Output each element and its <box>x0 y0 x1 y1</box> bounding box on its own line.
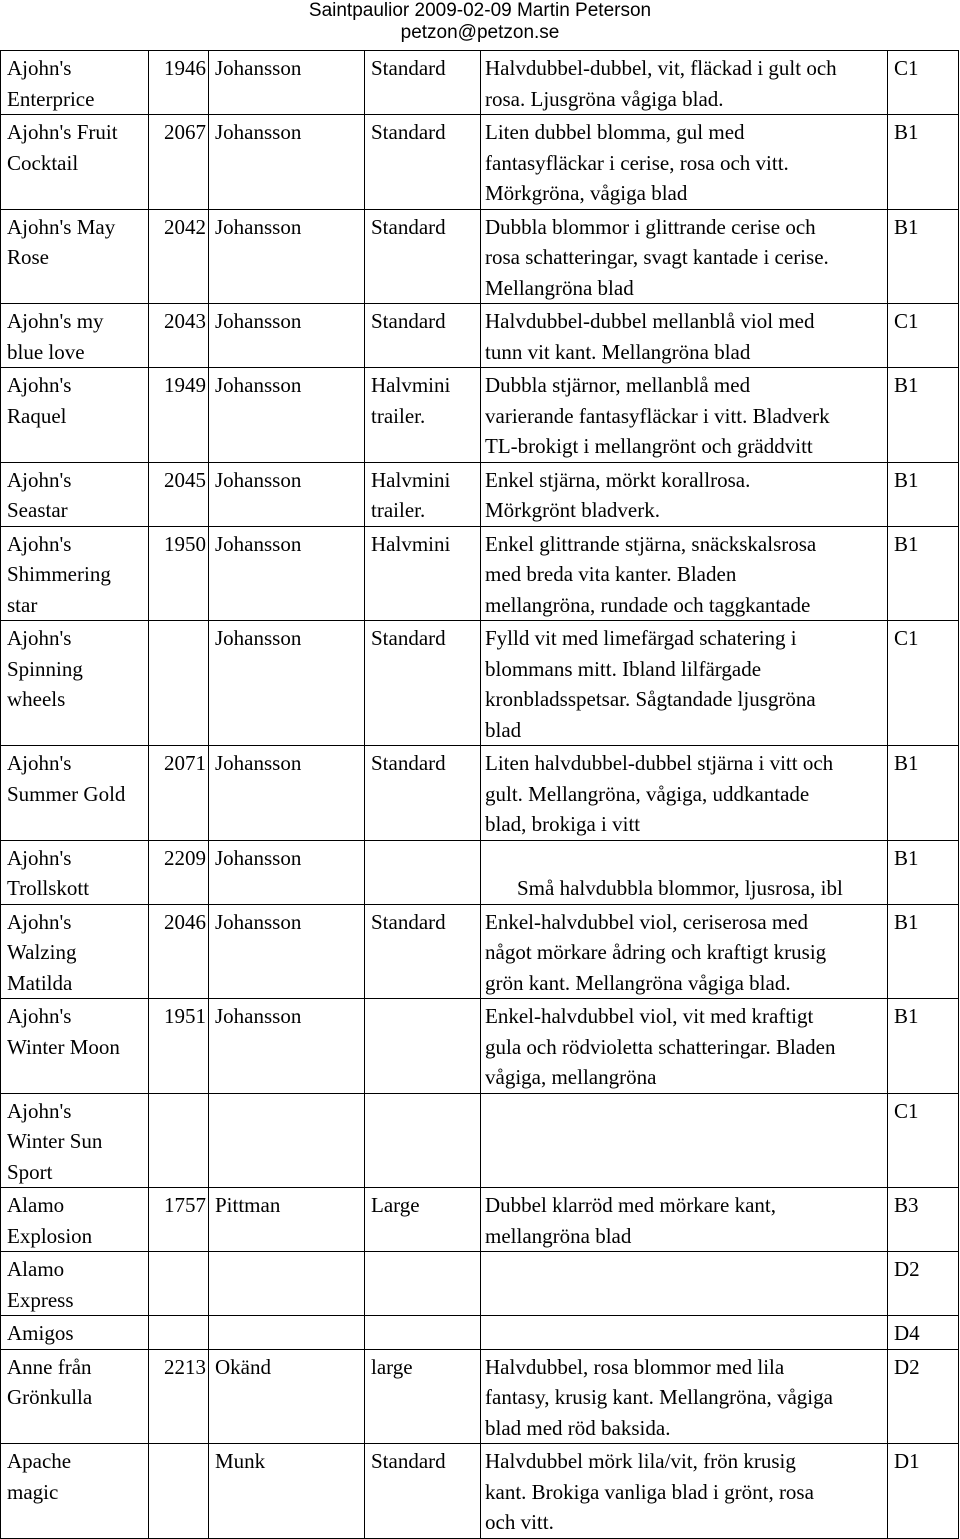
hybridizer-cell: Johansson <box>209 115 365 210</box>
table-row <box>1 304 959 368</box>
grade-cell: C1 <box>888 621 959 746</box>
hybridizer-cell <box>209 1093 365 1188</box>
grade-cell: D2 <box>888 1349 959 1444</box>
variety-name-cell: Ajohn's Winter Moon <box>1 999 149 1094</box>
variety-name-cell: Ajohn's May Rose <box>1 209 149 304</box>
grade-cell: C1 <box>888 304 959 368</box>
number-cell: 2042 <box>149 209 209 304</box>
hybridizer-cell: Johansson <box>209 51 365 115</box>
size-cell: Standard <box>365 1444 481 1539</box>
grade-cell: B1 <box>888 526 959 621</box>
number-cell: 2213 <box>149 1349 209 1444</box>
description-cell: Små halvdubbla blommor, ljusrosa, ibl <box>481 840 888 904</box>
table-row <box>1 368 959 463</box>
size-cell <box>365 1252 481 1316</box>
page-header <box>0 0 960 44</box>
hybridizer-cell: Johansson <box>209 209 365 304</box>
number-cell <box>149 1252 209 1316</box>
description-cell: Enkel-halvdubbel viol, vit med kraftigt gula och rödvioletta schatteringar. Bladen vågiga, mellangröna <box>481 999 888 1094</box>
description-cell: Liten dubbel blomma, gul med fantasyfläckar i cerise, rosa och vitt. Mörkgröna, vågiga blad <box>481 115 888 210</box>
grade-cell: B1 <box>888 209 959 304</box>
grade-cell: D2 <box>888 1252 959 1316</box>
saintpaulia-table <box>0 50 959 1539</box>
hybridizer-cell: Johansson <box>209 621 365 746</box>
number-cell <box>149 1444 209 1539</box>
size-cell: Large <box>365 1188 481 1252</box>
table-row <box>1 1316 959 1350</box>
grade-cell: D1 <box>888 1444 959 1539</box>
table-body <box>1 51 959 1539</box>
grade-cell: B1 <box>888 840 959 904</box>
grade-cell: D4 <box>888 1316 959 1350</box>
grade-cell: B1 <box>888 368 959 463</box>
grade-cell: B1 <box>888 746 959 841</box>
number-cell: 2071 <box>149 746 209 841</box>
number-cell: 1951 <box>149 999 209 1094</box>
table-row <box>1 746 959 841</box>
table-row <box>1 999 959 1094</box>
description-cell: Halvdubbel-dubbel mellanblå viol med tunn vit kant. Mellangröna blad <box>481 304 888 368</box>
size-cell: Halvmini <box>365 526 481 621</box>
variety-name-cell: Ajohn's Walzing Matilda <box>1 904 149 999</box>
grade-cell: B1 <box>888 999 959 1094</box>
hybridizer-cell: Johansson <box>209 304 365 368</box>
hybridizer-cell: Johansson <box>209 904 365 999</box>
table-row <box>1 1188 959 1252</box>
size-cell: Halvmini trailer. <box>365 462 481 526</box>
hybridizer-cell: Johansson <box>209 999 365 1094</box>
grade-cell: B1 <box>888 462 959 526</box>
size-cell: Standard <box>365 209 481 304</box>
hybridizer-cell: Johansson <box>209 526 365 621</box>
description-cell: Halvdubbel mörk lila/vit, frön krusig kant. Brokiga vanliga blad i grönt, rosa och vitt. <box>481 1444 888 1539</box>
size-cell: large <box>365 1349 481 1444</box>
number-cell: 1946 <box>149 51 209 115</box>
grade-cell: C1 <box>888 51 959 115</box>
header-title: Saintpaulior 2009-02-09 Martin Peterson <box>308 0 652 21</box>
header-email: petzon@petzon.se <box>400 22 560 43</box>
description-cell <box>481 1252 888 1316</box>
number-cell: 2046 <box>149 904 209 999</box>
hybridizer-cell: Pittman <box>209 1188 365 1252</box>
number-cell: 1757 <box>149 1188 209 1252</box>
variety-name-cell: Amigos <box>1 1316 149 1350</box>
description-cell: Fylld vit med limefärgad schatering i blommans mitt. Ibland lilfärgade kronbladsspetsar. Sågtandade ljusgröna blad <box>481 621 888 746</box>
variety-name-cell: Ajohn's Raquel <box>1 368 149 463</box>
table-row <box>1 1444 959 1539</box>
variety-name-cell: Ajohn's my blue love <box>1 304 149 368</box>
variety-name-cell: Ajohn's Spinning wheels <box>1 621 149 746</box>
table-row <box>1 621 959 746</box>
size-cell <box>365 840 481 904</box>
number-cell: 1950 <box>149 526 209 621</box>
number-cell <box>149 621 209 746</box>
hybridizer-cell: Johansson <box>209 368 365 463</box>
size-cell: Standard <box>365 904 481 999</box>
hybridizer-cell: Munk <box>209 1444 365 1539</box>
grade-cell: C1 <box>888 1093 959 1188</box>
number-cell <box>149 1093 209 1188</box>
grade-cell: B1 <box>888 115 959 210</box>
table-row <box>1 209 959 304</box>
size-cell <box>365 999 481 1094</box>
variety-name-cell: Ajohn's Shimmering star <box>1 526 149 621</box>
description-cell: Halvdubbel, rosa blommor med lila fantasy, krusig kant. Mellangröna, vågiga blad med röd baksida. <box>481 1349 888 1444</box>
variety-name-cell: Ajohn's Trollskott <box>1 840 149 904</box>
table-row <box>1 840 959 904</box>
hybridizer-cell: Johansson <box>209 462 365 526</box>
size-cell: Standard <box>365 51 481 115</box>
description-cell <box>481 1316 888 1350</box>
grade-cell: B3 <box>888 1188 959 1252</box>
variety-name-cell: Alamo Express <box>1 1252 149 1316</box>
number-cell: 2209 <box>149 840 209 904</box>
size-cell: Standard <box>365 621 481 746</box>
hybridizer-cell <box>209 1252 365 1316</box>
variety-name-cell: Anne från Grönkulla <box>1 1349 149 1444</box>
description-cell: Dubbla blommor i glittrande cerise och rosa schatteringar, svagt kantade i cerise. Mellangröna blad <box>481 209 888 304</box>
grade-cell: B1 <box>888 904 959 999</box>
variety-name-cell: Ajohn's Fruit Cocktail <box>1 115 149 210</box>
variety-name-cell: Ajohn's Winter Sun Sport <box>1 1093 149 1188</box>
description-cell: Enkel glittrande stjärna, snäckskalsrosa med breda vita kanter. Bladen mellangröna, rundade och taggkantade <box>481 526 888 621</box>
number-cell: 2067 <box>149 115 209 210</box>
table-row <box>1 51 959 115</box>
number-cell: 1949 <box>149 368 209 463</box>
description-cell: Enkel-halvdubbel viol, ceriserosa med något mörkare ådring och kraftigt krusig grön kant. Mellangröna vågiga blad. <box>481 904 888 999</box>
hybridizer-cell: Okänd <box>209 1349 365 1444</box>
number-cell <box>149 1316 209 1350</box>
variety-name-cell: Ajohn's Summer Gold <box>1 746 149 841</box>
variety-name-cell: Alamo Explosion <box>1 1188 149 1252</box>
size-cell: Standard <box>365 304 481 368</box>
table-row <box>1 115 959 210</box>
description-cell: Dubbla stjärnor, mellanblå med varierande fantasyfläckar i vitt. Bladverk TL-brokigt i mellangrönt och gräddvitt <box>481 368 888 463</box>
hybridizer-cell: Johansson <box>209 840 365 904</box>
variety-name-cell: Ajohn's Seastar <box>1 462 149 526</box>
table-row <box>1 1093 959 1188</box>
hybridizer-cell: Johansson <box>209 746 365 841</box>
description-cell: Enkel stjärna, mörkt korallrosa. Mörkgrönt bladverk. <box>481 462 888 526</box>
description-cell: Liten halvdubbel-dubbel stjärna i vitt och gult. Mellangröna, vågiga, uddkantade blad, brokiga i vitt <box>481 746 888 841</box>
description-cell: Halvdubbel-dubbel, vit, fläckad i gult och rosa. Ljusgröna vågiga blad. <box>481 51 888 115</box>
table-row <box>1 1349 959 1444</box>
description-cell <box>481 1093 888 1188</box>
table-row <box>1 526 959 621</box>
size-cell: Standard <box>365 746 481 841</box>
hybridizer-cell <box>209 1316 365 1350</box>
number-cell: 2043 <box>149 304 209 368</box>
size-cell: Standard <box>365 115 481 210</box>
size-cell <box>365 1316 481 1350</box>
variety-name-cell: Ajohn's Enterprice <box>1 51 149 115</box>
variety-name-cell: Apache magic <box>1 1444 149 1539</box>
table-row <box>1 1252 959 1316</box>
description-cell: Dubbel klarröd med mörkare kant, mellangröna blad <box>481 1188 888 1252</box>
table-row <box>1 904 959 999</box>
size-cell: Halvmini trailer. <box>365 368 481 463</box>
number-cell: 2045 <box>149 462 209 526</box>
table-row <box>1 462 959 526</box>
size-cell <box>365 1093 481 1188</box>
